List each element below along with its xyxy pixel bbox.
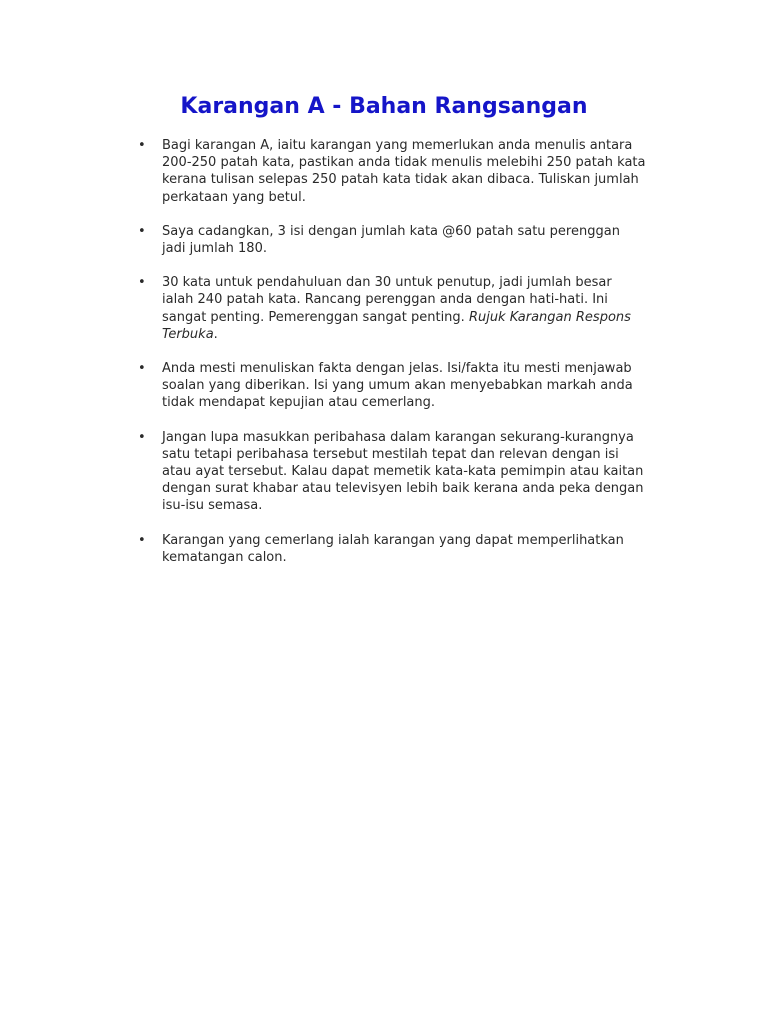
list-item-text: Anda mesti menuliskan fakta dengan jelas. Isi/fakta itu mesti menjawab soalan yang diberikan. Isi yang umum akan menyebabkan markah anda tidak mendapat kepujian atau cemerlang. [162, 361, 633, 411]
list-item [137, 137, 647, 206]
list-item-italic-reference: Rujuk Karangan Respons Terbuka [162, 309, 631, 342]
list-item-text: 30 kata untuk pendahuluan dan 30 untuk penutup, jadi jumlah besar ialah 240 patah kata. Rancang perenggan anda dengan hati-hati. Ini sangat penting. Pemerenggan sangat penting. [162, 275, 612, 325]
bullet-icon: • [138, 223, 146, 239]
bullet-icon: • [138, 361, 146, 377]
list-item [137, 429, 647, 515]
list-item [137, 274, 647, 343]
bullet-icon: • [138, 275, 146, 291]
list-item [137, 360, 647, 412]
list-item-text: Karangan yang cemerlang ialah karangan yang dapat memperlihatkan kematangan calon. [162, 532, 624, 565]
bullet-icon: • [138, 429, 146, 445]
document-title: Karangan A - Bahan Rangsangan [180, 94, 588, 119]
list-item-text: Jangan lupa masukkan peribahasa dalam karangan sekurang-kurangnya satu tetapi peribahasa tersebut mestilah tepat dan relevan dengan isi atau ayat tersebut. Kalau dapat memetik kata-kata pemimpin atau kaitan dengan surat khabar atau televisyen lebih baik kerana anda peka dengan isu-isu semasa. [162, 429, 644, 514]
list-item [137, 223, 647, 257]
list-item [137, 532, 647, 566]
list-item-text: Saya cadangkan, 3 isi dengan jumlah kata @60 patah satu perenggan jadi jumlah 180. [162, 223, 620, 257]
list-item-text: Bagi karangan A, iaitu karangan yang memerlukan anda menulis antara 200-250 patah kata, pastikan anda tidak menulis melebihi 250 patah kata kerana tulisan selepas 250 patah kata tidak akan dibaca. Tuliskan jumlah perkataan yang betul. [162, 138, 646, 205]
bullet-icon: • [138, 532, 146, 548]
bullet-icon: • [138, 138, 146, 153]
guidance-list [137, 137, 647, 583]
list-item-text-end: . [213, 326, 218, 342]
